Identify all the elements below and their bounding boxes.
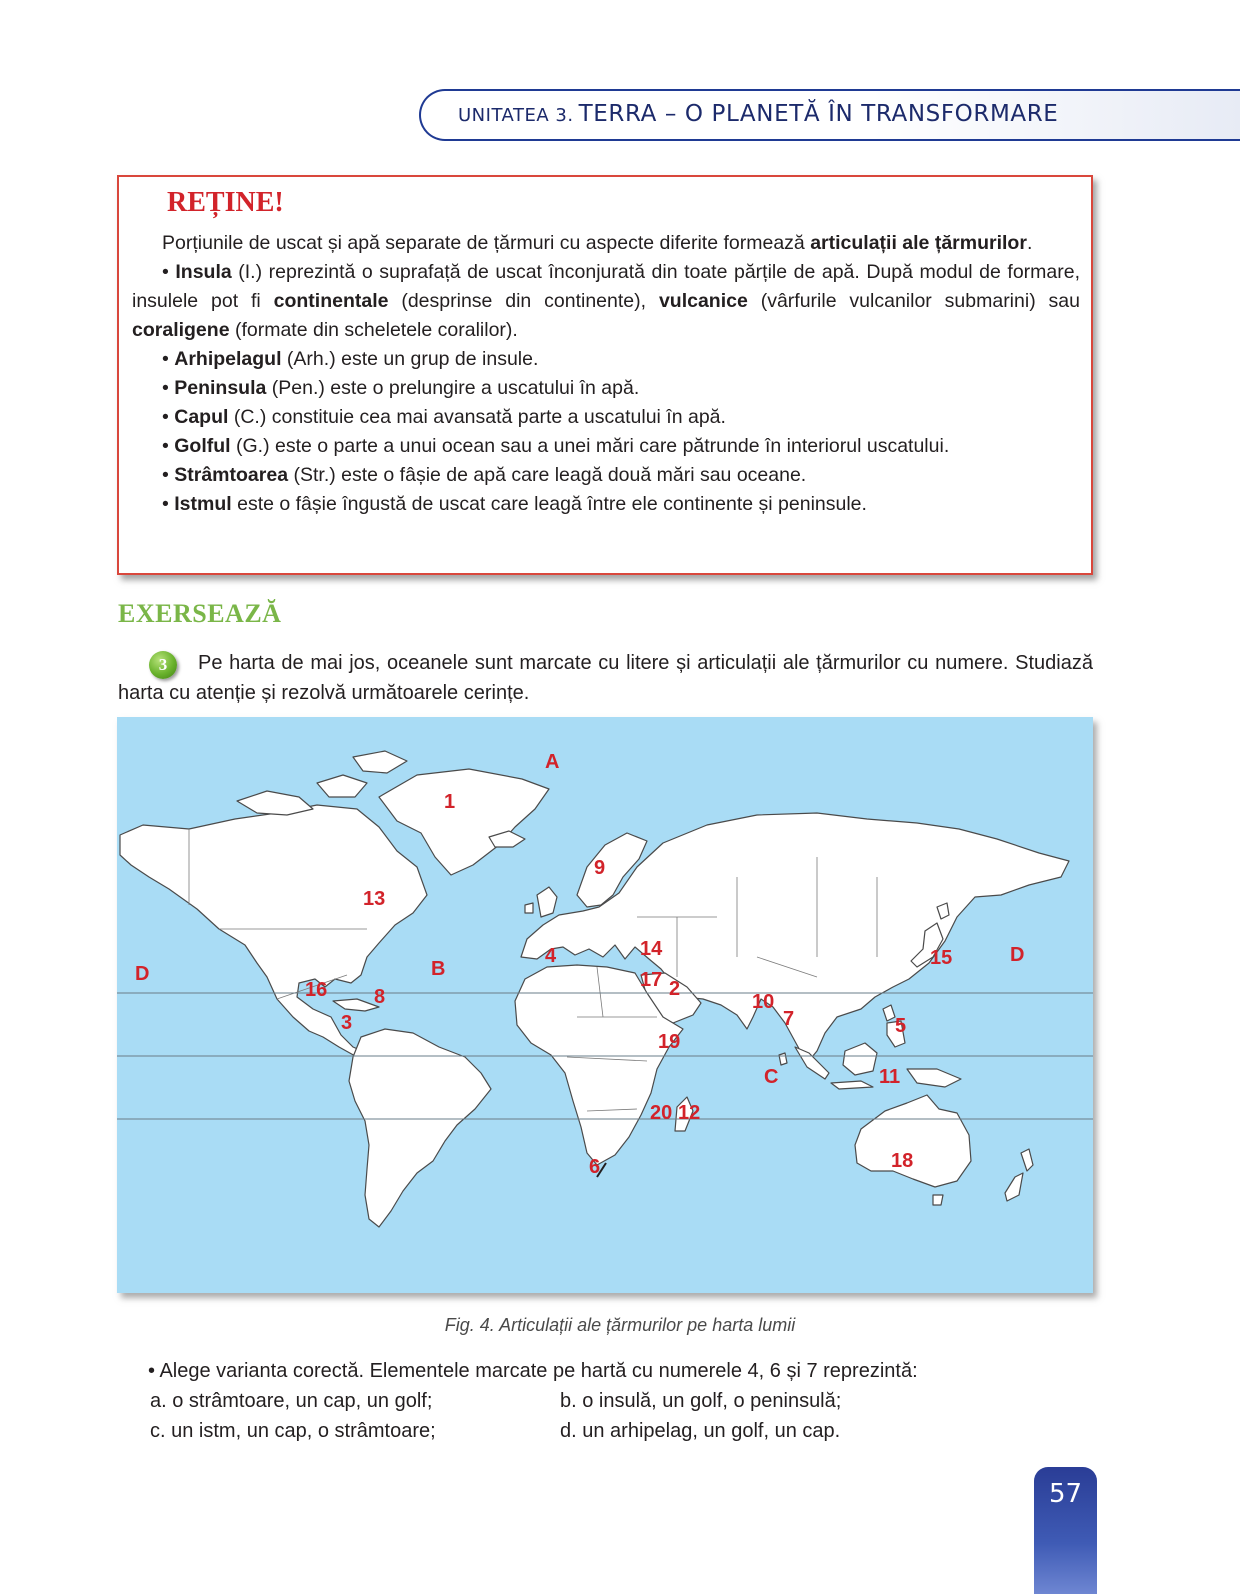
feature-label-6: 6	[589, 1156, 601, 1178]
intro-text: Porțiunile de uscat și apă separate de țărmuri cu aspecte diferite formează	[162, 232, 811, 254]
item-term: Peninsula	[174, 377, 267, 399]
cuba-shape	[333, 999, 379, 1011]
option-d[interactable]: d. un arhipelag, un golf, un cap.	[560, 1420, 841, 1442]
insula-text: (vârfurile vulcanilor submarini) sau	[747, 290, 1081, 312]
insula-text: (I.) reprezintă o suprafață de uscat înconjurată din toate părțile de apă. După modul de formare, insulele pot fi	[132, 261, 1081, 312]
borneo-shape	[843, 1043, 877, 1075]
feature-label-8: 8	[374, 986, 386, 1008]
ocean-label-a: A	[545, 751, 560, 773]
question-text: • Alege varianta corectă. Elementele marcate pe hartă cu numerele 4, 6 și 7 reprezintă:	[148, 1360, 918, 1382]
feature-label-19: 19	[658, 1031, 681, 1053]
page-number-tab	[1034, 1467, 1097, 1594]
world-map	[117, 717, 1093, 1293]
feature-label-11: 11	[879, 1066, 901, 1088]
ocean-label-d-left: D	[135, 963, 150, 985]
section-title: EXERSEAZĂ	[118, 599, 282, 628]
insula-keyword: coraligene	[132, 319, 230, 341]
item-text: este o fâșie îngustă de uscat care leagă între ele continente și peninsule.	[231, 493, 867, 515]
option-c[interactable]: c. un istm, un cap, o strâmtoare;	[150, 1420, 436, 1442]
sri-lanka-shape	[779, 1053, 787, 1065]
feature-label-5: 5	[895, 1015, 907, 1037]
feature-label-7: 7	[783, 1008, 795, 1030]
item-text: (G.) este o parte a unui ocean sau a unei mări care pătrunde în interiorul uscatului.	[230, 435, 950, 457]
unit-label: UNITATEA 3.	[458, 105, 574, 126]
insula-term: Insula	[175, 261, 232, 283]
item-text: (Arh.) este un grup de insule.	[281, 348, 539, 370]
item-text: (C.) constituie cea mai avansată parte a uscatului în apă.	[228, 406, 726, 428]
south-america-shape	[349, 1029, 491, 1227]
item-text: (Pen.) este o prelungire a uscatului în apă.	[266, 377, 640, 399]
ocean-label-d-right: D	[1010, 944, 1025, 966]
feature-label-10: 10	[752, 991, 775, 1013]
new-zealand-shape	[1005, 1149, 1033, 1201]
british-isles-shape	[525, 887, 557, 917]
retine-item: • Istmul este o fâșie îngustă de uscat care leagă între ele continente și peninsule.	[162, 493, 867, 515]
tasmania-shape	[933, 1195, 943, 1205]
insula-keyword: vulcanice	[658, 290, 748, 312]
feature-label-9: 9	[594, 857, 606, 879]
unit-header-text	[458, 101, 1058, 127]
feature-label-3: 3	[341, 1012, 353, 1034]
retine-item: • Golful (G.) este o parte a unui ocean sau a unei mări care pătrunde în interiorul uscatului.	[162, 435, 950, 457]
item-term: Capul	[174, 406, 229, 428]
retine-body	[132, 229, 1080, 519]
retine-intro	[132, 229, 1080, 258]
feature-label-14: 14	[640, 938, 663, 960]
retine-item: • Peninsula (Pen.) este o prelungire a uscatului în apă.	[162, 377, 640, 399]
ocean-label-b: B	[431, 958, 446, 980]
feature-label-17: 17	[640, 969, 663, 991]
retine-box	[117, 175, 1093, 575]
insula-text: (desprinse din continente),	[388, 290, 659, 312]
instruction-text: Pe harta de mai jos, oceanele sunt marcate cu litere și articulații ale țărmurilor cu numere. Studiază harta cu atenție și rezolvă următoarele cerințe.	[118, 652, 1093, 704]
feature-label-12: 12	[678, 1102, 701, 1124]
insula-keyword: continentale	[273, 290, 389, 312]
option-a[interactable]: a. o strâmtoare, un cap, un golf;	[150, 1390, 433, 1412]
retine-insula: • Insula (I.) reprezintă o suprafață de uscat înconjurată din toate părțile de apă. După modul de formare, insulele pot fi continentale (desprinse din continente), vulcanice (vârfurile vulcanilor submarini) sau coraligene (formate din scheletele coralilor).	[132, 261, 1081, 341]
exercise-number-badge: 3	[149, 651, 177, 679]
item-term: Golful	[174, 435, 231, 457]
retine-item: • Arhipelagul (Arh.) este un grup de insule.	[162, 348, 539, 370]
retine-item: • Capul (C.) constituie cea mai avansată parte a uscatului în apă.	[162, 406, 726, 428]
option-b[interactable]: b. o insulă, un golf, o peninsulă;	[560, 1390, 842, 1412]
unit-title: TERRA – O PLANETĂ ÎN TRANSFORMARE	[578, 101, 1059, 127]
intro-end: .	[1026, 232, 1033, 254]
feature-label-18: 18	[891, 1150, 914, 1172]
item-term: Arhipelagul	[174, 348, 282, 370]
north-america-shape	[120, 805, 427, 1057]
new-guinea-shape	[907, 1069, 961, 1087]
feature-label-16: 16	[305, 979, 328, 1001]
figure-caption: Fig. 4. Articulații ale țărmurilor pe harta lumii	[444, 1315, 796, 1335]
feature-label-15: 15	[930, 947, 953, 969]
australia-shape	[855, 1095, 971, 1187]
item-text: (Str.) este o fâșie de apă care leagă două mări sau oceane.	[288, 464, 807, 486]
exercise-instruction	[118, 648, 1093, 708]
ocean-label-c: C	[764, 1066, 779, 1088]
feature-label-2: 2	[669, 978, 681, 1000]
retine-title: REȚINE!	[167, 187, 284, 218]
feature-label-1: 1	[444, 791, 456, 813]
intro-keyword: articulații ale țărmurilor	[810, 232, 1027, 254]
feature-label-4: 4	[545, 945, 557, 967]
world-map-graphic	[117, 717, 1093, 1293]
feature-label-13: 13	[363, 888, 386, 910]
retine-item: • Strâmtoarea (Str.) este o fâșie de apă care leagă două mări sau oceane.	[162, 464, 807, 486]
feature-label-20: 20	[650, 1102, 673, 1124]
item-term: Istmul	[174, 493, 232, 515]
item-term: Strâmtoarea	[174, 464, 289, 486]
unit-header	[419, 89, 1240, 141]
page-number: 57	[1048, 1479, 1083, 1509]
insula-text: (formate din scheletele coralilor).	[229, 319, 518, 341]
